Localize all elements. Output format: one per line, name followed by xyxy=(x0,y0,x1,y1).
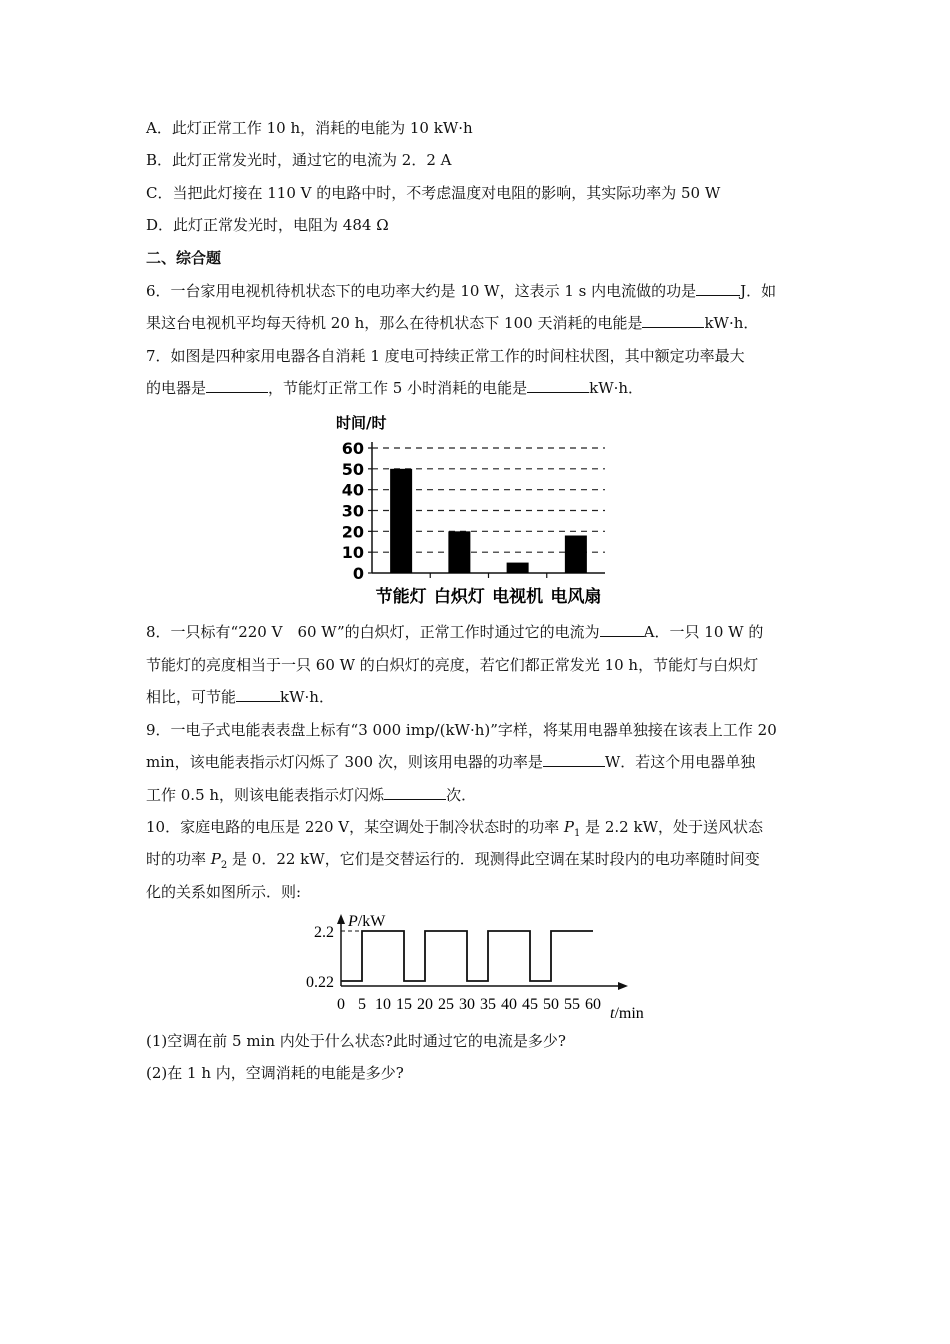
bar-chart-ylabel: 时间/时 xyxy=(336,414,387,432)
q6-text-2a: 果这台电视机平均每天待机 20 h，那么在待机状态下 100 天消耗的电能是 xyxy=(146,314,643,332)
q9-text-2b: W．若这个用电器单独 xyxy=(604,753,756,771)
bar-ytick-label: 50 xyxy=(341,459,364,479)
step-chart xyxy=(290,908,660,1026)
bar-3 xyxy=(565,536,587,574)
step-xtick-label: 10 xyxy=(375,996,391,1013)
q8-line-1 xyxy=(146,622,816,642)
q10-line-2 xyxy=(146,849,816,876)
bar-ytick-label: 20 xyxy=(341,522,364,542)
option-b: B．此灯正常发光时，通过它的电流为 2．2 A xyxy=(146,151,452,169)
bar-ytick-label: 40 xyxy=(341,480,364,500)
q10-sub-question-1: (1)空调在前 5 min 内处于什么状态?此时通过它的电流是多少? xyxy=(146,1032,566,1050)
step-xtick-label: 0 xyxy=(337,996,345,1013)
q10-p1-subscript: 1 xyxy=(573,828,581,839)
q8-line-3 xyxy=(146,687,816,707)
bar-category-label: 电风扇 xyxy=(550,587,602,607)
option-d: D．此灯正常发光时，电阻为 484 Ω xyxy=(146,216,389,234)
q9-blank-1[interactable] xyxy=(543,752,605,767)
q7-text-2a: 的电器是 xyxy=(146,379,207,397)
step-xtick-label: 30 xyxy=(459,996,475,1013)
bar-2 xyxy=(507,563,529,573)
q10-p1-symbol: P xyxy=(563,818,574,836)
step-series-line xyxy=(341,931,593,981)
step-xtick-label: 60 xyxy=(585,996,601,1013)
q8-text-1b: A．一只 10 W 的 xyxy=(643,623,764,641)
y-axis-arrow xyxy=(337,914,345,924)
q10-line-1 xyxy=(146,817,816,844)
q9-blank-2[interactable] xyxy=(384,785,446,800)
option-a: A．此灯正常工作 10 h，消耗的电能为 10 kW·h xyxy=(146,119,473,137)
step-xtick-label: 20 xyxy=(417,996,433,1013)
q9-text-3b: 次． xyxy=(446,786,477,804)
q6-text-1a: 6．一台家用电视机待机状态下的电功率大约是 10 W，这表示 1 s 内电流做的功是 xyxy=(146,282,697,300)
q7-line-1: 7．如图是四种家用电器各自消耗 1 度电可持续正常工作的时间柱状图，其中额定功率最大 xyxy=(146,347,745,365)
q6-text-2b: kW·h． xyxy=(704,314,759,332)
q9-line-1: 9．一电子式电能表表盘上标有“3 000 imp/(kW·h)”字样，将某用电器单独接在该表上工作 20 xyxy=(146,721,777,739)
section-title: 二、综合题 xyxy=(146,249,222,267)
bar-1 xyxy=(448,531,470,573)
q10-text-2b: 是 0．22 kW，它们是交替运行的．现测得此空调在某时段内的电功率随时间变 xyxy=(227,850,760,868)
step-xlabel: t/min xyxy=(610,1005,644,1022)
bar-category-label: 电视机 xyxy=(492,587,544,607)
q8-blank-2[interactable] xyxy=(236,687,280,702)
q10-text-2a: 时的功率 xyxy=(146,850,211,868)
q9-text-3a: 工作 0.5 h，则该电能表指示灯闪烁 xyxy=(146,786,385,804)
q10-text-1b: 是 2.2 kW，处于送风状态 xyxy=(580,818,763,836)
q7-line-2 xyxy=(146,378,816,398)
step-ytick-label: 2.2 xyxy=(314,924,334,941)
q7-text-2c: kW·h． xyxy=(589,379,644,397)
bar-ytick-label: 10 xyxy=(341,543,364,563)
q9-line-2 xyxy=(146,752,816,772)
q9-text-2a: min，该电能表指示灯闪烁了 300 次，则该用电器的功率是 xyxy=(146,753,543,771)
option-c: C．当把此灯接在 110 V 的电路中时，不考虑温度对电阻的影响，其实际功率为 50 W xyxy=(146,184,721,202)
bar-ytick-label: 60 xyxy=(341,439,364,458)
step-xtick-label: 50 xyxy=(543,996,559,1013)
q8-text-1a: 8．一只标有“220 V 60 W”的白炽灯，正常工作时通过它的电流为 xyxy=(146,623,600,641)
q6-line-2 xyxy=(146,313,816,333)
q9-line-3 xyxy=(146,785,816,805)
bar-0 xyxy=(390,469,412,573)
bar-category-label: 白炽灯 xyxy=(433,587,485,607)
q8-line-2: 节能灯的亮度相当于一只 60 W 的白炽灯的亮度，若它们都正常发光 10 h，节能灯与白炽灯 xyxy=(146,656,759,674)
bar-ytick-label: 0 xyxy=(352,564,364,583)
q7-text-2b: ，节能灯正常工作 5 小时消耗的电能是 xyxy=(268,379,528,397)
q6-blank-2[interactable] xyxy=(642,313,704,328)
step-ylabel: P/kW xyxy=(348,913,386,930)
step-xtick-label: 55 xyxy=(564,996,580,1013)
q10-text-1a: 10．家庭电路的电压是 220 V，某空调处于制冷状态时的功率 xyxy=(146,818,564,836)
step-xtick-label: 40 xyxy=(501,996,517,1013)
q6-text-1b: J．如 xyxy=(740,282,777,300)
q10-sub-question-2: (2)在 1 h 内，空调消耗的电能是多少? xyxy=(146,1064,404,1082)
q10-p2-subscript: 2 xyxy=(220,860,228,871)
q8-blank-1[interactable] xyxy=(600,622,644,637)
bar-chart xyxy=(320,408,620,610)
q10-p2-symbol: P xyxy=(210,850,221,868)
step-xtick-label: 35 xyxy=(480,996,496,1013)
q7-blank-1[interactable] xyxy=(206,378,268,393)
q8-text-3b: kW·h． xyxy=(280,688,334,706)
step-ytick-label: 0.22 xyxy=(306,974,334,991)
step-xtick-label: 25 xyxy=(438,996,454,1013)
step-xtick-label: 5 xyxy=(358,996,366,1013)
step-xtick-label: 45 xyxy=(522,996,538,1013)
q6-blank-1[interactable] xyxy=(696,281,740,296)
q6-line-1 xyxy=(146,281,816,301)
q8-text-3a: 相比，可节能 xyxy=(146,688,237,706)
bar-ytick-label: 30 xyxy=(341,501,364,521)
q10-line-3: 化的关系如图所示．则: xyxy=(146,883,302,901)
bar-category-label: 节能灯 xyxy=(375,587,427,607)
x-axis-arrow xyxy=(618,982,628,990)
q7-blank-2[interactable] xyxy=(527,378,589,393)
step-xtick-label: 15 xyxy=(396,996,412,1013)
